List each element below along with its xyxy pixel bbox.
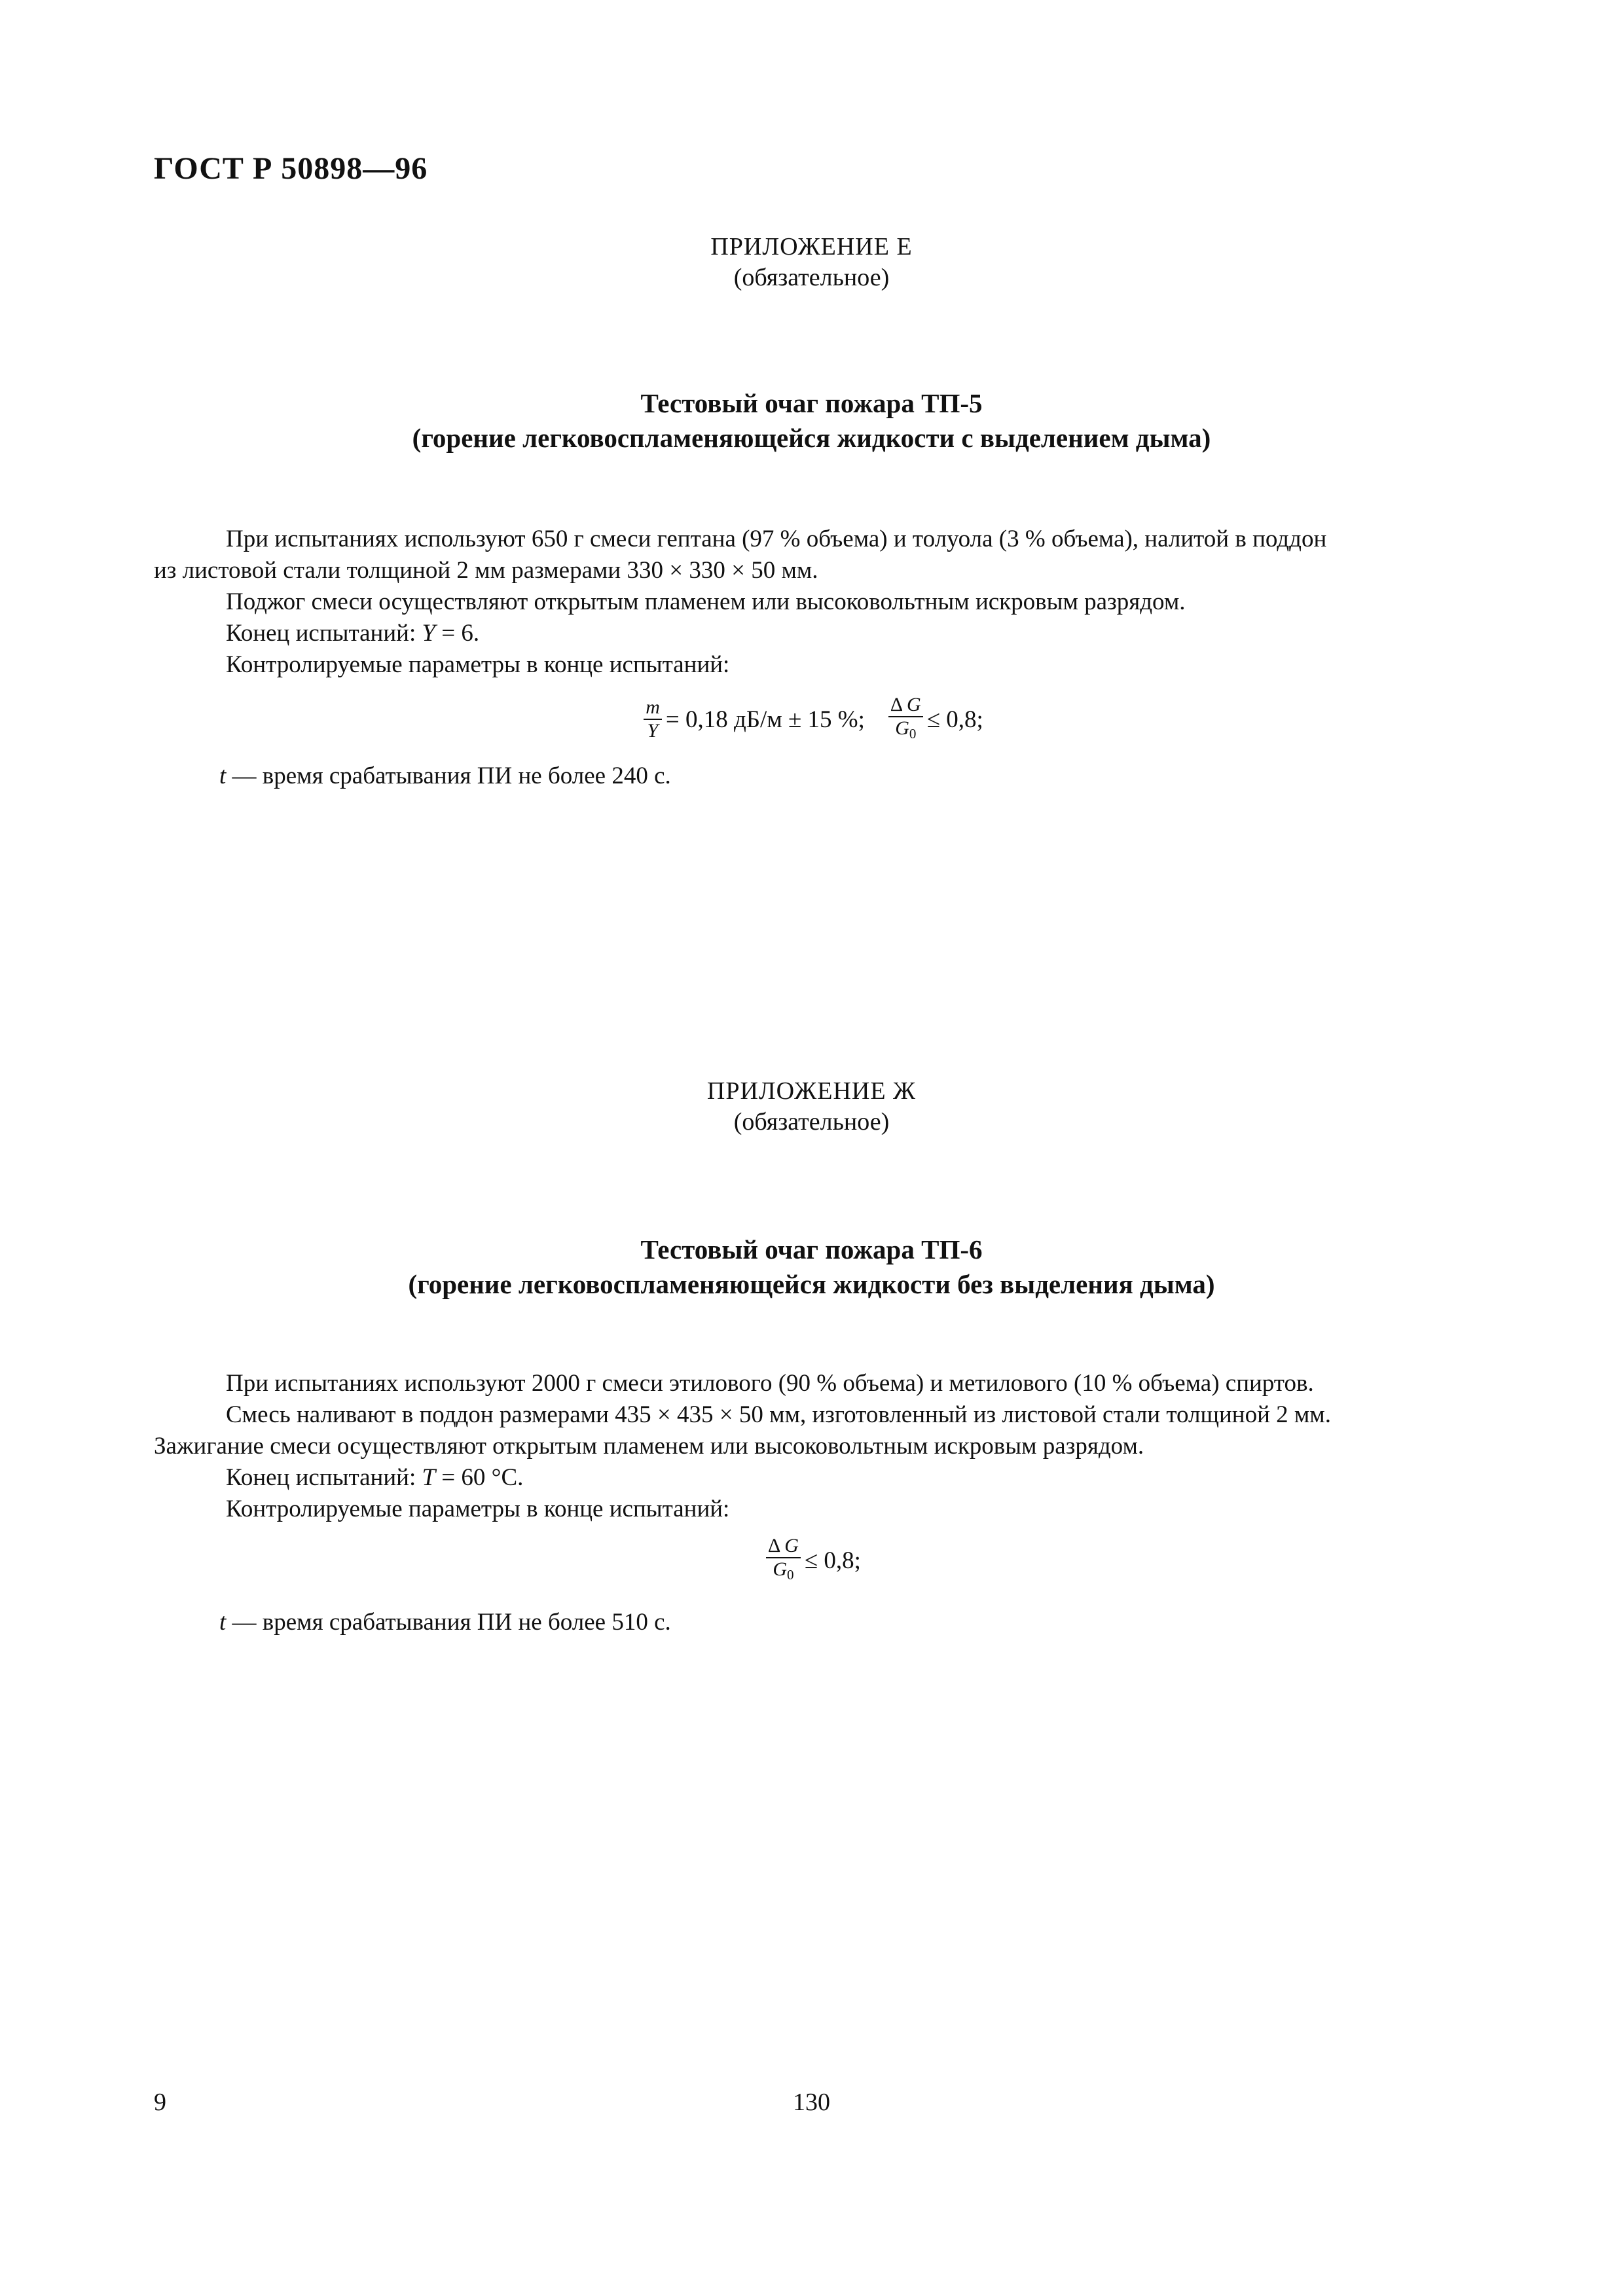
appendix-zh-section-subtitle: (горение легковоспламеняющейся жидкости без выделения дыма) [408,1269,1215,1299]
appendix-zh-status: (обязательное) [733,1108,890,1136]
page-number: 130 [793,2089,830,2116]
appendix-e-formula [0,694,1623,745]
footer-sheet-number: 9 [154,2089,166,2116]
denominator-variable: G [895,717,909,739]
denominator-variable: G [773,1558,788,1580]
appendix-zh-section-title: Тестовый очаг пожара ТП-6 [640,1234,983,1265]
end-value: = 6. [441,620,480,647]
time-variable: t [219,1609,227,1636]
formula-1-rhs: = 0,18 дБ/м ± 15 %; [665,706,865,733]
fraction-numerator: m [644,696,662,720]
denominator-subscript: 0 [909,726,917,742]
delta-symbol: Δ [890,694,902,715]
appendix-zh-response-time [219,1607,671,1638]
formula-rhs: ≤ 0,8; [804,1547,861,1574]
appendix-zh-para2-line1: Смесь наливают в поддон размерами 435 × 435 × 50 мм, изготовленный из листовой стали толщиной 2 мм. [226,1401,1331,1428]
fraction-delta-g-over-g0 [888,694,923,745]
appendix-zh-params-label: Контролируемые параметры в конце испытаний: [226,1496,730,1522]
fraction-denominator: Y [647,720,659,742]
end-label: Конец испытаний: [226,620,416,647]
appendix-e-response-time [219,761,671,792]
appendix-zh-end-condition [226,1462,523,1494]
time-variable: t [219,762,227,789]
appendix-e-para2: Поджог смеси осуществляют открытым пламенем или высоковольтным искровым разрядом. [226,588,1186,615]
appendix-e-section-title: Тестовый очаг пожара ТП-5 [640,388,983,418]
end-variable: T [422,1464,436,1491]
appendix-e-status: (обязательное) [733,264,890,291]
appendix-zh-para2-line2: Зажигание смеси осуществляют открытым пламенем или высоковольтным искровым разрядом. [154,1433,1144,1460]
appendix-e-para1-line1: При испытаниях используют 650 г смеси гептана (97 % объема) и толуола (3 % объема), налитой в поддон [226,526,1327,552]
end-label: Конец испытаний: [226,1464,416,1491]
delta-symbol: Δ [768,1535,780,1556]
fraction-numerator [766,1535,801,1558]
response-time-text: — время срабатывания ПИ не более 510 с. [232,1609,671,1636]
appendix-zh-formula [0,1535,1623,1586]
appendix-e-title: ПРИЛОЖЕНИЕ Е [710,233,913,260]
numerator-variable: G [784,1535,799,1556]
end-variable: Y [422,620,436,647]
fraction-m-over-y [644,696,662,742]
appendix-zh-para1: При испытаниях используют 2000 г смеси этилового (90 % объема) и метилового (10 % объема) спиртов. [226,1370,1314,1397]
fraction-denominator [771,1558,795,1586]
fraction-numerator [888,694,923,717]
fraction-denominator [893,717,918,745]
numerator-variable: G [907,694,921,715]
appendix-e-end-condition [226,618,479,649]
appendix-e-section-subtitle: (горение легковоспламеняющейся жидкости с выделением дыма) [412,423,1211,453]
appendix-e-para1-line2: из листовой стали толщиной 2 мм размерами 330 × 330 × 50 мм. [154,557,818,584]
fraction-delta-g-over-g0 [766,1535,801,1586]
appendix-zh-title: ПРИЛОЖЕНИЕ Ж [706,1077,917,1105]
document-code: ГОСТ Р 50898—96 [154,151,428,186]
formula-2-rhs: ≤ 0,8; [926,706,983,733]
response-time-text: — время срабатывания ПИ не более 240 с. [232,762,671,789]
end-value: = 60 °С. [441,1464,524,1491]
denominator-subscript: 0 [787,1567,794,1583]
appendix-e-params-label: Контролируемые параметры в конце испытаний: [226,651,730,678]
